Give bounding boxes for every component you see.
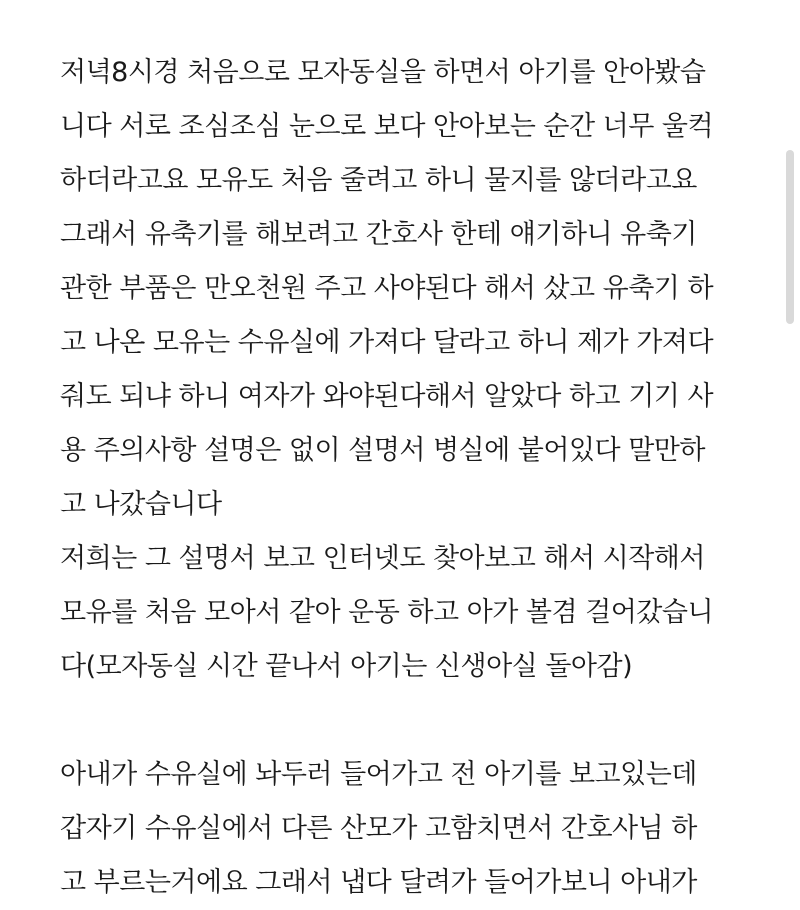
paragraph-1 [60, 46, 740, 532]
text-line: 하더라고요 모유도 처음 줄려고 하니 물지를 않더라고요 [60, 165, 697, 196]
text-line: 다(모자동실 시간 끝나서 아기는 신생아실 돌아감) [60, 651, 633, 682]
text-line: 저녁8시경 처음으로 모자동실을 하면서 아기를 안아봤습 [60, 57, 706, 88]
text-line: 그래서 유축기를 해보려고 간호사 한테 얘기하니 유축기 [60, 219, 697, 250]
text-line: 모유를 처음 모아서 같아 운동 하고 아가 볼겸 걸어갔습니 [60, 597, 714, 628]
text-line: 갑자기 수유실에서 다른 산모가 고함치면서 간호사님 하 [60, 813, 697, 844]
paragraph-2 [60, 532, 740, 694]
text-line: 관한 부품은 만오천원 주고 사야된다 해서 샀고 유축기 하 [60, 273, 714, 304]
paragraph-spacer [60, 694, 740, 748]
text-line: 고 나갔습니다 [60, 489, 222, 520]
scrollbar-thumb[interactable] [786, 150, 794, 324]
paragraph-3 [60, 748, 740, 910]
article-body [60, 46, 740, 910]
text-line: 고 부르는거에요 그래서 냅다 달려가 들어가보니 아내가 [60, 867, 697, 898]
text-line: 니다 서로 조심조심 눈으로 보다 안아보는 순간 너무 울컥 [60, 111, 714, 142]
text-line: 저희는 그 설명서 보고 인터넷도 찾아보고 해서 시작해서 [60, 543, 705, 574]
text-line: 용 주의사항 설명은 없이 설명서 병실에 붙어있다 말만하 [60, 435, 705, 466]
text-line: 아내가 수유실에 놔두러 들어가고 전 아기를 보고있는데 [60, 759, 697, 790]
text-line: 줘도 되냐 하니 여자가 와야된다해서 알았다 하고 기기 사 [60, 381, 714, 412]
text-line: 고 나온 모유는 수유실에 가져다 달라고 하니 제가 가져다 [60, 327, 714, 358]
